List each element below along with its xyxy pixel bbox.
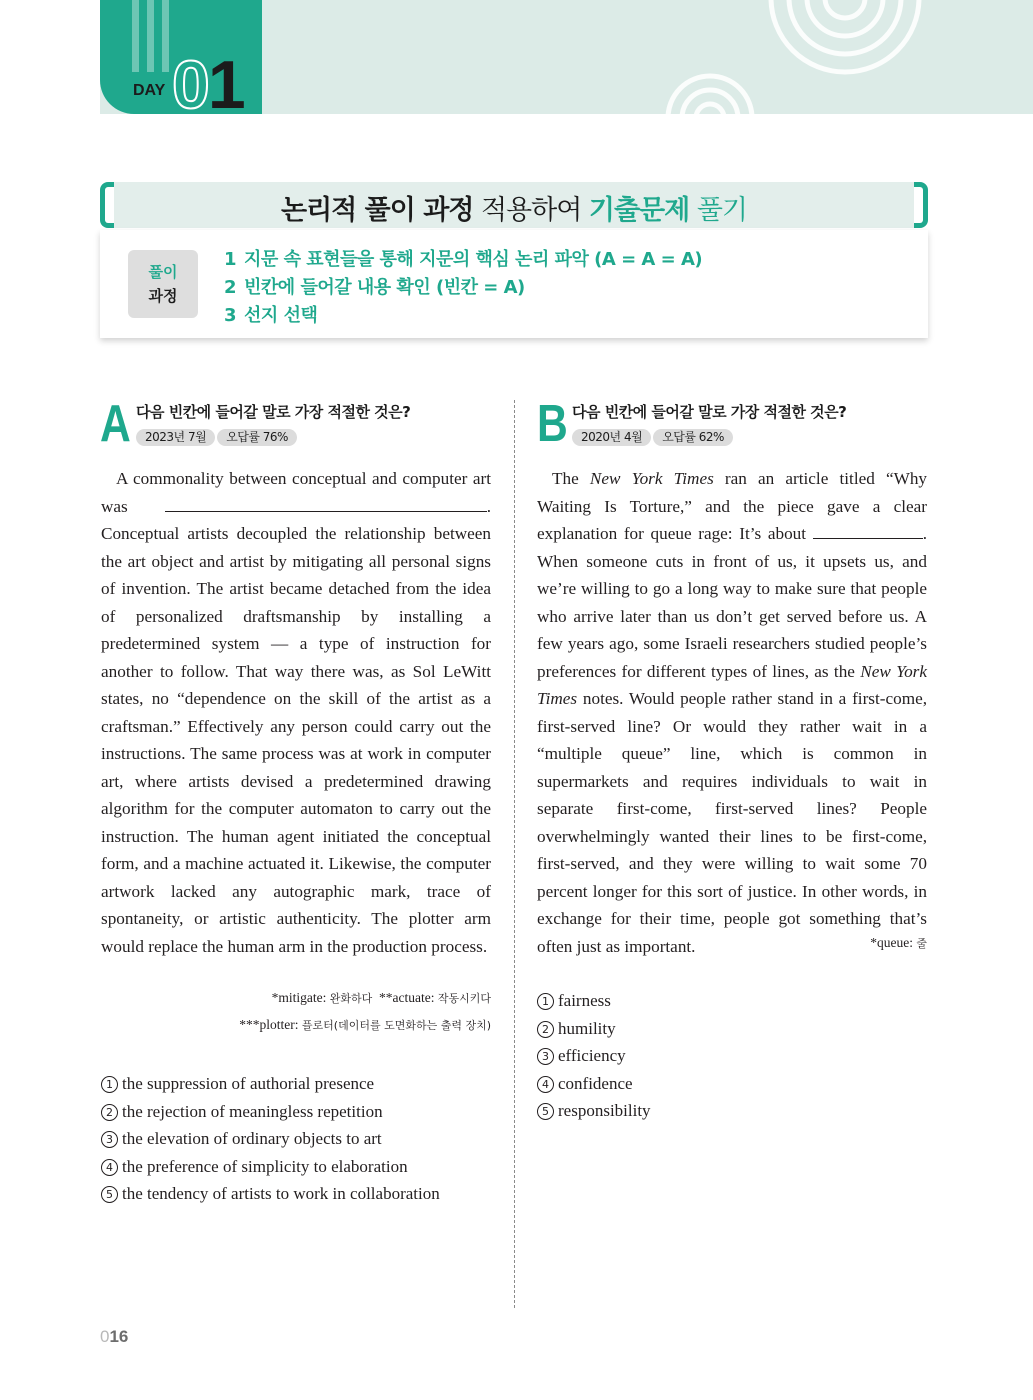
step-number: 1 <box>224 249 237 270</box>
option-number: 5 <box>537 1103 554 1120</box>
answer-option[interactable] <box>101 1070 440 1098</box>
option-text: the tendency of artists to work in collaboration <box>122 1184 440 1203</box>
option-text: the preference of simplicity to elaboration <box>122 1156 408 1176</box>
answer-option[interactable] <box>101 1125 440 1153</box>
option-text: humility <box>558 1018 616 1038</box>
step-number: 2 <box>224 277 237 298</box>
option-text: the rejection of meaningless repetition <box>122 1101 383 1121</box>
option-number: 1 <box>101 1076 118 1093</box>
step-text: 빈칸에 들어갈 내용 확인 (빈칸 = A) <box>244 277 525 298</box>
day-tab <box>100 0 262 114</box>
column-divider <box>514 400 515 1308</box>
option-text: the elevation of ordinary objects to art <box>122 1129 382 1148</box>
page-title <box>100 188 928 227</box>
option-number: 4 <box>101 1159 118 1176</box>
question-a-passage <box>101 465 491 960</box>
question-a-glossary-1 <box>101 990 491 1006</box>
question-a-meta <box>136 429 299 446</box>
day-digit-one: 1 <box>207 47 244 114</box>
step-item <box>224 273 525 299</box>
page-number-value: 16 <box>109 1327 129 1346</box>
gloss-word: **actuate: <box>379 990 435 1005</box>
title-part-4: 풀기 <box>696 195 747 226</box>
error-rate-badge: 오답률 76% <box>217 429 297 446</box>
answer-option[interactable] <box>537 1042 651 1070</box>
question-b-meta <box>572 429 735 446</box>
stripe-decoration <box>132 0 139 72</box>
step-item <box>224 245 702 271</box>
step-item <box>224 301 317 327</box>
passage-text: . When someone cuts in front of us, it upsets us, and we’re willing to go a long way to make sure that people who arrive later than us don’t get served before us. A few years ago, some Israeli researchers studied people’s preferences for different types of lines, as the <box>537 524 927 681</box>
day-digit-zero: 0 <box>172 47 208 114</box>
section-title <box>100 182 928 230</box>
exam-date-badge: 2020년 4월 <box>572 429 651 446</box>
option-text: responsibility <box>558 1101 651 1120</box>
answer-blank <box>813 537 923 539</box>
gloss-word: ***plotter: <box>239 1017 299 1032</box>
option-number: 1 <box>537 993 554 1010</box>
day-number <box>172 46 244 114</box>
error-rate-badge: 오답률 62% <box>653 429 733 446</box>
option-number: 5 <box>101 1186 118 1203</box>
steps-badge <box>128 250 198 318</box>
question-a-letter: A <box>100 395 131 453</box>
answer-option[interactable] <box>101 1180 440 1208</box>
step-text: 선지 선택 <box>244 305 318 326</box>
question-b-passage <box>537 465 927 960</box>
gloss-word: *mitigate: <box>271 990 327 1005</box>
stripe-decoration <box>147 0 154 72</box>
answer-blank <box>165 510 487 512</box>
option-number: 4 <box>537 1076 554 1093</box>
question-b-glossary <box>537 935 927 951</box>
exam-date-badge: 2023년 7월 <box>136 429 215 446</box>
page-number-prefix: 0 <box>100 1327 110 1346</box>
question-b-options <box>537 987 651 1125</box>
passage-text: The <box>552 469 579 488</box>
passage-text: . Conceptual artists decoupled the relationship between the art object and artist by mitigating all personal signs of invention. The artist became detached from the idea of personalized draftsmanship by installing a predetermined system — a type of instruction for another to follow. That way there was, as Sol LeWitt states, no “dependence on the skill of the artist as a craftsman.” Effectively any person could carry out the instructions. The same process was at work in computer art, where artists devised a predetermined drawing algorithm for the computer automaton to carry out the instruction. The human agent initiated the conceptual form, and a machine actuated it. Likewise, the computer artwork lacked any autographic mark, trace of spontaneity, or artistic authenticity. The plotter arm would replace the human arm in the production process. <box>101 496 491 956</box>
option-number: 3 <box>101 1131 118 1148</box>
solving-steps-box <box>100 230 928 338</box>
passage-italic: New York Times <box>589 469 714 488</box>
answer-option[interactable] <box>537 987 651 1015</box>
gloss-meaning: 플로터(데이터를 도면화하는 출력 장치) <box>301 1019 491 1032</box>
answer-option[interactable] <box>537 1097 651 1125</box>
title-part-2: 적용하여 <box>480 195 582 226</box>
answer-option[interactable] <box>537 1015 651 1043</box>
gloss-meaning: 완화하다 <box>329 992 373 1005</box>
passage-text: A commonality between conceptual and computer art was <box>101 469 491 516</box>
question-b-letter: B <box>537 395 568 453</box>
question-b-prompt: 다음 빈칸에 들어갈 말로 가장 적절한 것은? <box>572 403 847 421</box>
question-a-glossary-2 <box>101 1017 491 1033</box>
step-text: 지문 속 표현들을 통해 지문의 핵심 논리 파악 (A = A = A) <box>244 249 703 270</box>
badge-line-2: 과정 <box>148 287 178 305</box>
passage-text: ran an article titled “Why Waiting Is Torture,” and the piece gave a clear explanation for queue rage: It’s about <box>537 469 928 543</box>
option-number: 2 <box>101 1104 118 1121</box>
title-part-3: 기출문제 <box>588 195 690 226</box>
stripe-decoration <box>162 0 169 72</box>
answer-option[interactable] <box>101 1098 440 1126</box>
option-number: 2 <box>537 1021 554 1038</box>
day-label: DAY <box>133 82 166 99</box>
gloss-meaning: 작동시키다 <box>437 992 491 1005</box>
title-part-1: 논리적 풀이 과정 <box>281 195 474 226</box>
answer-option[interactable] <box>537 1070 651 1098</box>
page-number <box>100 1327 128 1347</box>
option-text: the suppression of authorial presence <box>122 1074 375 1093</box>
answer-option[interactable] <box>101 1153 440 1181</box>
step-number: 3 <box>224 305 237 326</box>
badge-line-1: 풀이 <box>148 263 178 281</box>
gloss-word: *queue: <box>870 935 913 950</box>
passage-text: notes. Would people rather stand in a first-come, first-served line? Or would they rather wait in a “multiple queue” line, which is common in supermarkets and requires individuals to wait in separate first-come, first-served lines? People overwhelmingly wanted their lines to be first-come, first-served, and they were willing to wait some 70 percent longer for this sort of justice. In other words, in exchange for their time, people got something that’s often just as important. <box>537 689 927 956</box>
passage-italic: New York Times <box>537 661 927 708</box>
option-text: confidence <box>558 1073 633 1093</box>
option-text: fairness <box>558 991 611 1010</box>
question-a-prompt: 다음 빈칸에 들어갈 말로 가장 적절한 것은? <box>136 403 411 421</box>
option-text: efficiency <box>558 1046 626 1065</box>
question-a-options <box>101 1070 440 1208</box>
gloss-meaning: 줄 <box>916 937 927 950</box>
option-number: 3 <box>537 1048 554 1065</box>
